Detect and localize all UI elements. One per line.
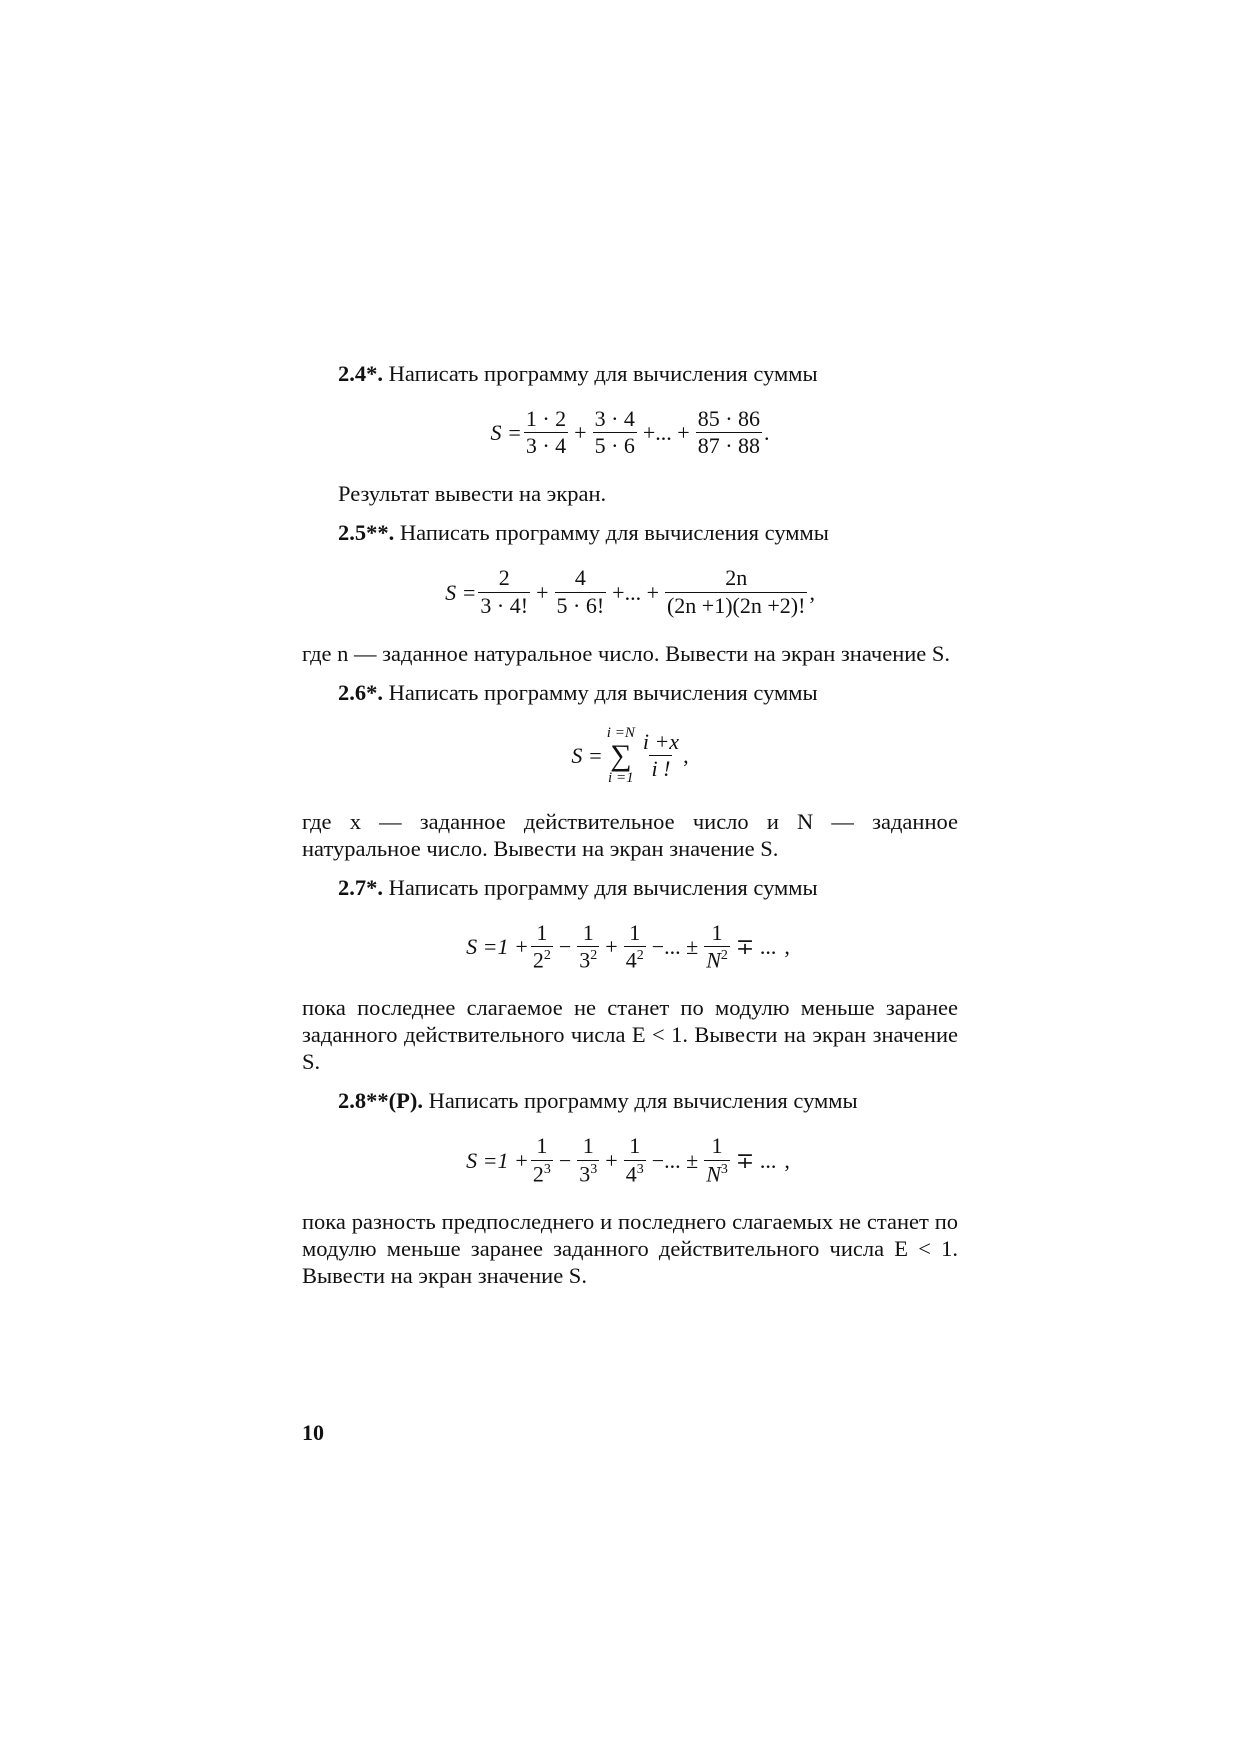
exponent: 2	[543, 947, 551, 963]
denominator	[577, 1160, 599, 1187]
fraction	[641, 730, 681, 781]
denominator	[624, 1160, 646, 1187]
page-number: 10	[302, 1420, 324, 1445]
base: 3	[579, 1160, 591, 1186]
denominator: 3 · 4!	[480, 592, 529, 618]
formula-2-8	[302, 1134, 958, 1186]
punctuation: ,	[784, 934, 790, 960]
numerator: 4	[574, 565, 586, 591]
task-2-8-heading	[302, 1087, 958, 1114]
base: 2	[532, 1160, 544, 1186]
formula-2-5	[302, 566, 958, 617]
exponent: 2	[720, 947, 728, 963]
denominator: 5 · 6!	[556, 592, 605, 618]
fraction	[524, 407, 568, 458]
task-title: Написать программу для вычисления суммы	[422, 1088, 858, 1114]
base: 3	[579, 947, 591, 973]
punctuation: ,	[809, 579, 815, 605]
denominator: 87 · 88	[697, 433, 761, 459]
denominator	[624, 946, 646, 973]
punctuation: .	[764, 420, 770, 446]
numerator: 1	[582, 919, 594, 945]
formula-2-7	[302, 921, 958, 973]
task-number: 2.6*.	[338, 679, 383, 705]
operator: +	[574, 420, 587, 446]
task-number: 2.8**(Р).	[338, 1088, 423, 1114]
page-body	[302, 360, 958, 1289]
operator: −	[558, 1147, 572, 1173]
fraction	[478, 566, 530, 617]
operator: +	[605, 1147, 618, 1173]
numerator: 1	[711, 1133, 723, 1159]
numerator: 1	[711, 919, 723, 945]
fraction	[577, 1134, 599, 1186]
task-title: Написать программу для вычисления суммы	[394, 520, 829, 546]
denominator: i !	[651, 756, 671, 782]
numerator: 1	[536, 1133, 548, 1159]
exponent: 3	[543, 1161, 551, 1177]
task-number: 2.4*.	[338, 361, 383, 386]
denominator: (2n +1)(2n +2)!	[666, 592, 806, 618]
fraction	[704, 921, 730, 973]
exponent: 3	[720, 1161, 728, 1177]
exponent: 3	[636, 1161, 644, 1177]
base: 2	[532, 947, 544, 973]
operator: +	[536, 579, 549, 605]
task-title: Написать программу для вычисления суммы	[383, 874, 818, 900]
fraction	[665, 566, 807, 617]
operator: ∓ ...	[735, 1147, 777, 1173]
operator: +	[605, 934, 618, 960]
numerator: 1	[536, 919, 548, 945]
task-2-7-heading	[302, 874, 958, 901]
fraction	[704, 1134, 730, 1186]
summation	[607, 726, 635, 786]
base: N	[706, 1160, 721, 1186]
numerator: 1	[629, 1133, 641, 1159]
fraction	[696, 407, 762, 458]
punctuation: ,	[784, 1147, 790, 1173]
task-2-6-heading	[302, 679, 958, 706]
base: N	[706, 947, 721, 973]
task-number: 2.7*.	[338, 874, 383, 900]
denominator	[531, 1160, 553, 1187]
exponent: 2	[590, 947, 598, 963]
operator: −... ±	[651, 934, 699, 960]
formula-2-4	[302, 407, 958, 458]
fraction	[531, 1134, 553, 1186]
numerator: i +x	[642, 729, 680, 755]
numerator: 2n	[725, 565, 748, 591]
operator: +... +	[612, 579, 659, 605]
exponent: 2	[636, 947, 644, 963]
task-title: Написать программу для вычисления суммы	[383, 679, 818, 705]
denominator: 5 · 6	[594, 433, 635, 459]
fraction	[555, 566, 607, 617]
operator: ∓ ...	[735, 934, 777, 960]
numerator: 1 · 2	[525, 406, 567, 431]
task-2-4-text: Результат вывести на экран.	[338, 481, 607, 507]
sum-upper-limit: i =N	[606, 724, 635, 741]
task-2-5-heading	[302, 519, 958, 546]
fraction	[624, 921, 646, 973]
numerator: 2	[498, 565, 510, 591]
formula-lhs: S =	[571, 743, 603, 769]
operator: +... +	[642, 420, 690, 446]
operator: −... ±	[651, 1147, 699, 1173]
task-title: Написать программу для вычисления суммы	[383, 361, 818, 386]
formula-2-6	[302, 726, 958, 786]
task-2-5-text: где n — заданное натуральное число. Вывести на экран значение S.	[302, 640, 951, 666]
numerator: 1	[582, 1133, 594, 1159]
formula-lhs: S =1 +	[466, 934, 529, 960]
exponent: 3	[590, 1161, 598, 1177]
numerator: 85 · 86	[697, 406, 761, 431]
task-2-8-text: пока разность предпоследнего и последнего слагаемых не станет по модулю меньше заранее заданного действительного числа E < 1. Вывести на экран значение S.	[302, 1209, 958, 1289]
operator: −	[558, 934, 572, 960]
fraction	[593, 407, 637, 458]
sigma-icon: ∑	[610, 738, 632, 772]
denominator: 3 · 4	[525, 433, 567, 459]
base: 4	[625, 1160, 637, 1186]
fraction	[577, 921, 599, 973]
formula-lhs: S =1 +	[466, 1147, 529, 1173]
formula-lhs: S =	[490, 420, 522, 446]
task-2-7-text: пока последнее слагаемое не станет по модулю меньше заранее заданного действительного числа E < 1. Вывести на экран значение S.	[302, 995, 958, 1075]
numerator: 1	[629, 919, 641, 945]
denominator	[577, 946, 599, 973]
sum-lower-limit: i =1	[608, 769, 634, 786]
formula-lhs: S =	[445, 579, 477, 605]
denominator	[704, 946, 730, 973]
base: 4	[625, 947, 637, 973]
task-2-4-heading	[302, 360, 958, 387]
denominator	[531, 946, 553, 973]
numerator: 3 · 4	[594, 406, 635, 431]
denominator	[704, 1160, 730, 1187]
task-number: 2.5**.	[338, 520, 395, 546]
fraction	[624, 1134, 646, 1186]
punctuation: ,	[683, 743, 689, 769]
task-2-6-text: где x — заданное действительное число и N — заданное натуральное число. Вывести на экран значение S.	[302, 808, 958, 861]
fraction	[531, 921, 553, 973]
